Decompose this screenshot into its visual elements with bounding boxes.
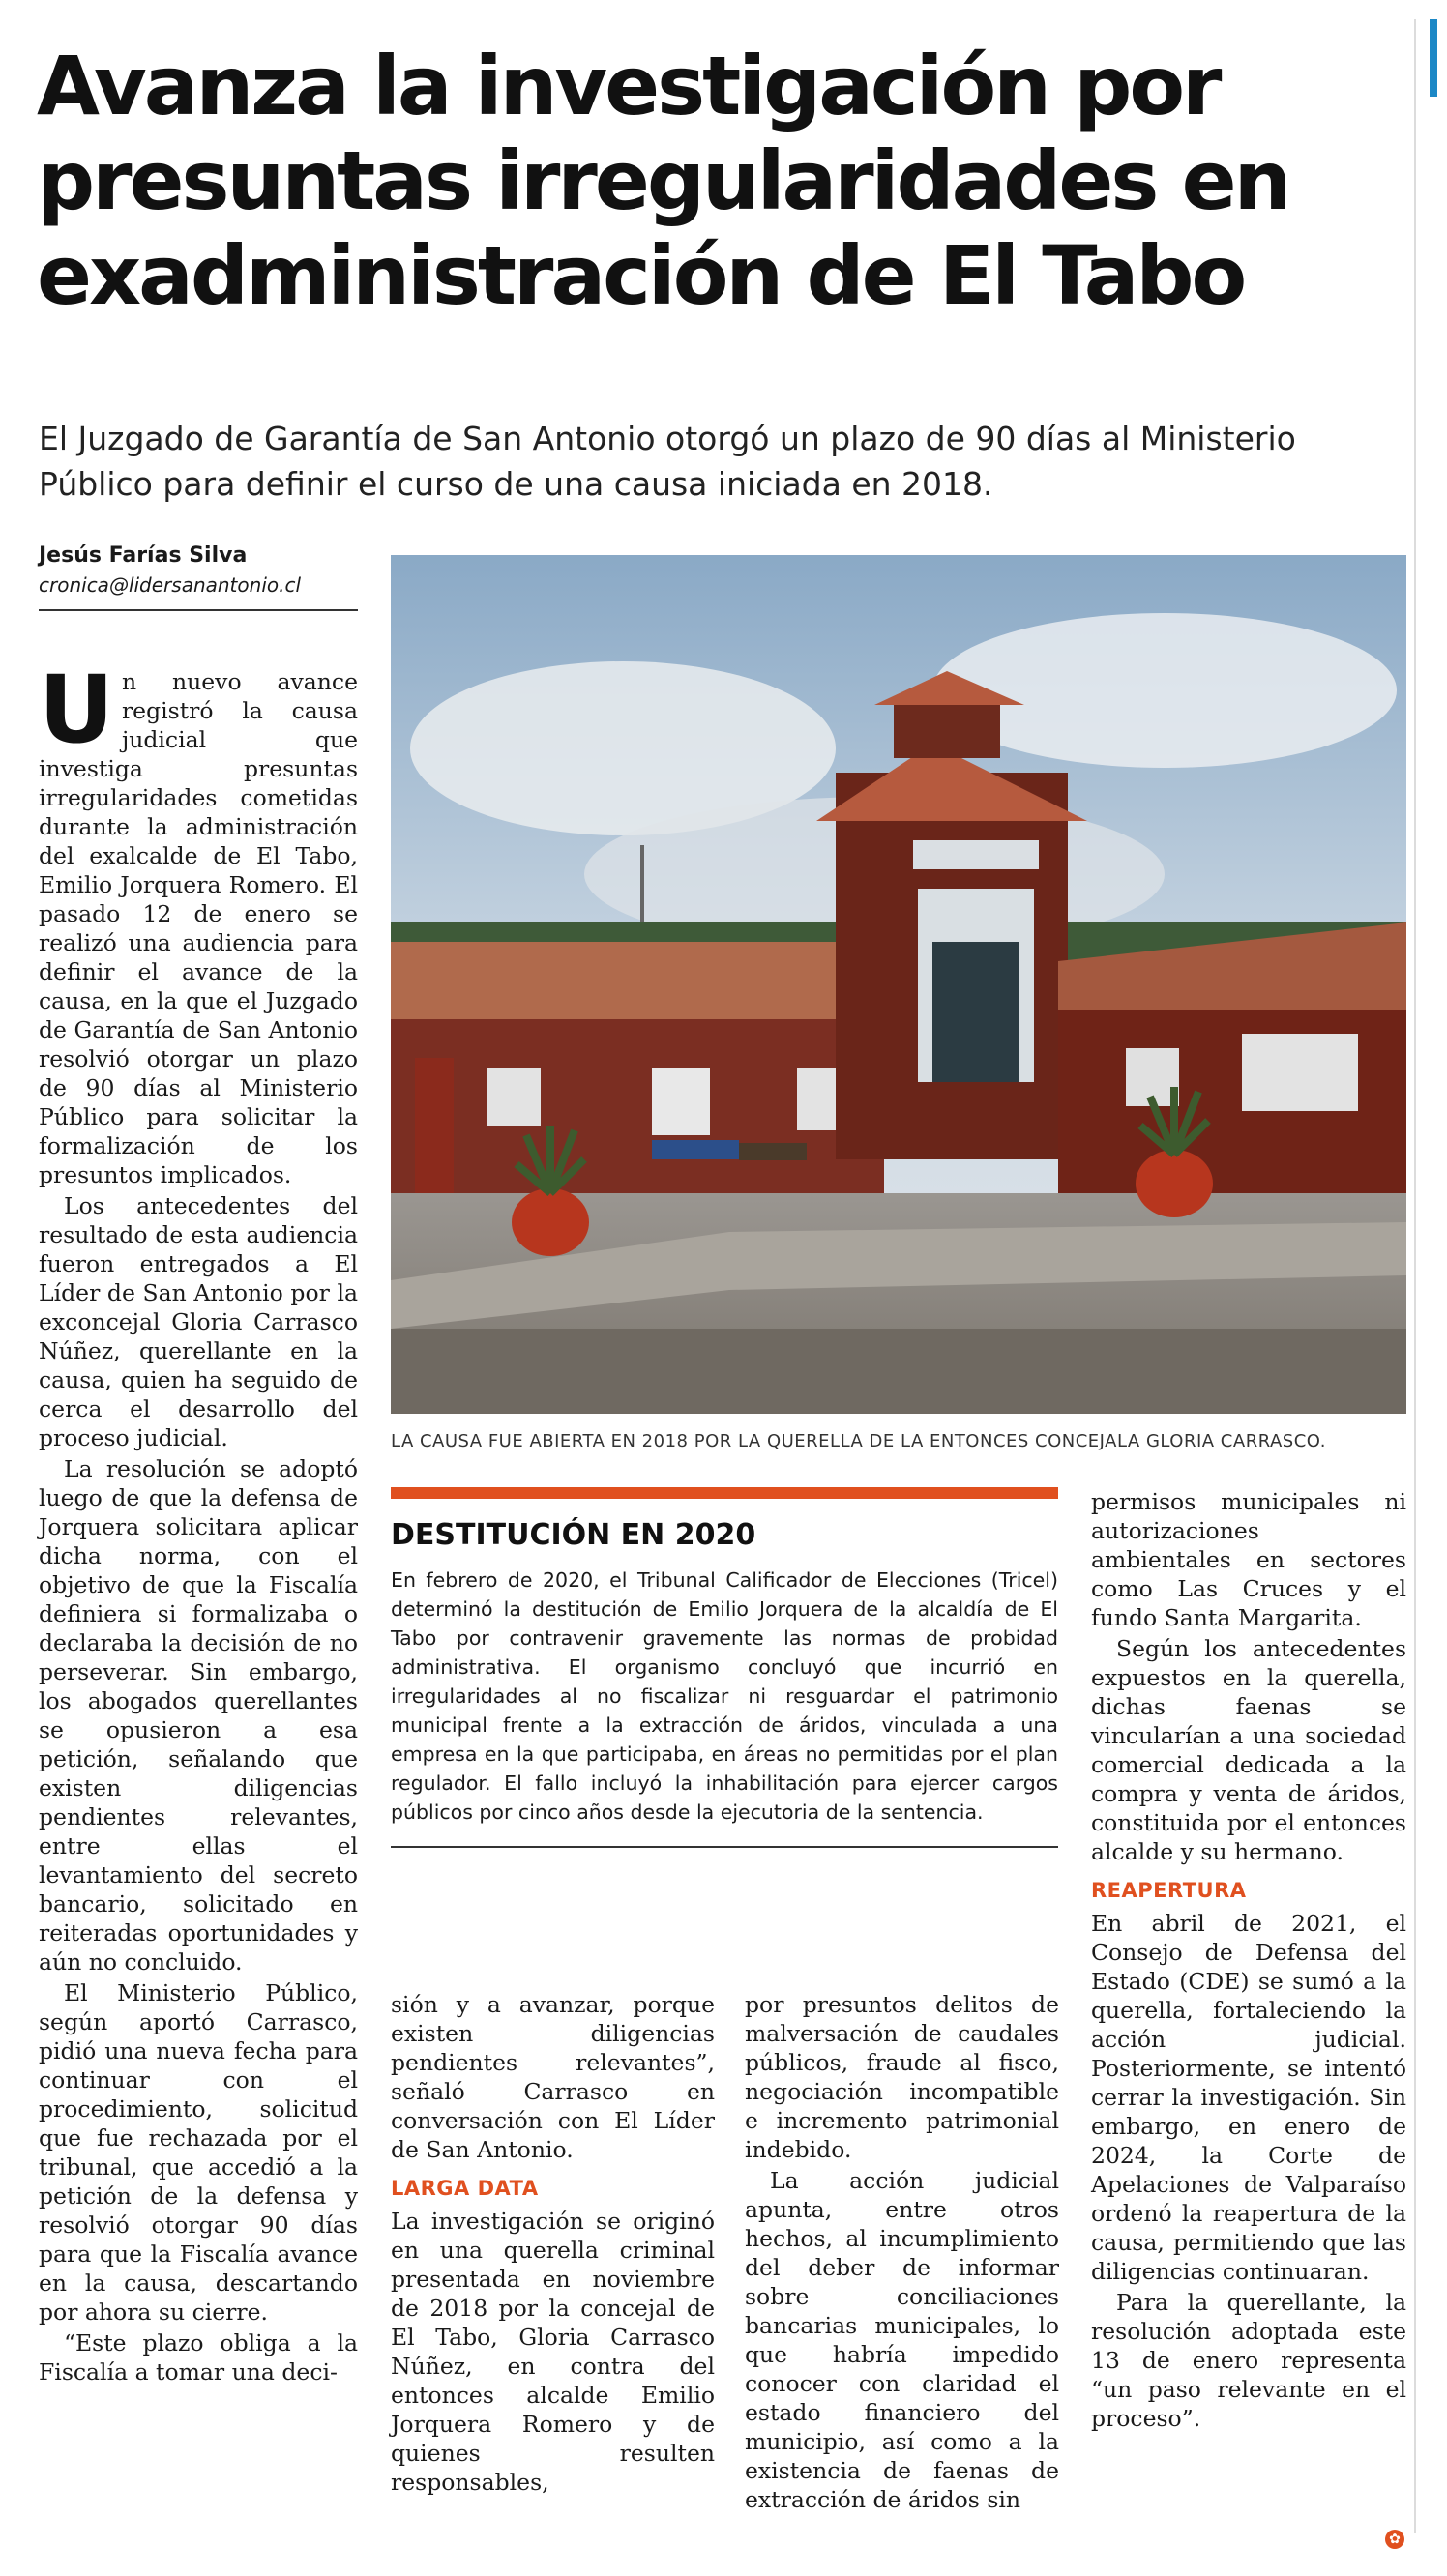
column-3 xyxy=(745,1990,1059,2516)
column-4 xyxy=(1091,1487,1406,2435)
headline: Avanza la investigación por presuntas irregularidades en exadministración de El Tabo xyxy=(37,39,1289,323)
deck: El Juzgado de Garantía de San Antonio otorgó un plazo de 90 días al Ministerio Público para definir el curso de una causa iniciada en 2018. xyxy=(39,420,1296,503)
paragraph: por presuntos delitos de malversación de caudales públicos, fraude al fisco, negociación incompatible e incremento patrimonial indebido. xyxy=(745,1991,1059,2163)
drop-cap: U xyxy=(39,656,114,764)
paragraph: sión y a avanzar, porque existen diligencias pendientes relevantes”, señaló Carrasco en conversación con El Líder de San Antonio. xyxy=(391,1991,715,2163)
paragraph: Según los antecedentes expuestos en la querella, dichas faenas se vincularían a una sociedad comercial dedicada a la compra y venta de áridos, constituida por el entonces alcalde y su hermano. xyxy=(1091,1635,1406,1865)
paragraph: La investigación se originó en una querella criminal presentada en noviembre de 2018 por la concejal de El Tabo, Gloria Carrasco Núñez, en contra del entonces alcalde Emilio Jorquera Romero y de quienes resulten responsables, xyxy=(391,2208,715,2496)
paragraph: permisos municipales ni autorizaciones ambientales en sectores como Las Cruces y el fundo Santa Margarita. xyxy=(1091,1488,1406,1631)
photo-municipal-building xyxy=(391,555,1406,1414)
paragraph: El Ministerio Público, según aportó Carrasco, pidió una nueva fecha para continuar con el procedimiento, solicitud que fue rechazada por el tribunal, que accedió a la petición de la defensa y resolvió otorgar 90 días para que la Fiscalía avance en la causa, descartando por ahora su cierre. xyxy=(39,1979,358,2326)
lead-paragraph xyxy=(39,656,358,1189)
column-1 xyxy=(39,656,358,2388)
paragraph: Para la querellante, la resolución adoptada este 13 de enero representa “un paso relevante en el proceso”. xyxy=(1091,2289,1406,2432)
paragraph: En abril de 2021, el Consejo de Defensa del Estado (CDE) se sumó a la querella, fortaleciendo la acción judicial. Posteriormente, se intentó cerrar la investigación. Sin embargo, en enero de 2024, la Corte de Apelaciones de Valparaíso ordenó la reapertura de la causa, permitiendo que las diligencias continuaran. xyxy=(1091,1910,1406,2285)
lead-text: n nuevo avance registró la causa judicial que investiga presuntas irregularidades cometidas durante la administración del exalcalde de El Tabo, Emilio Jorquera Romero. El pasado 12 de enero se realizó una audiencia para definir el avance de la causa, en la que el Juzgado de Garantía de San Antonio resolvió otorgar un plazo de 90 días al Ministerio Público para solicitar la formalización de los presuntos implicados. xyxy=(39,668,358,1188)
box-title: DESTITUCIÓN EN 2020 xyxy=(391,1518,756,1552)
paragraph: Los antecedentes del resultado de esta audiencia fueron entregados a El Líder de San Antonio por la exconcejal Gloria Carrasco Núñez, querellante en la causa, quien ha seguido de cerca el desarrollo del proceso judicial. xyxy=(39,1192,358,1451)
column-2 xyxy=(391,1990,715,2499)
subhead-reapertura: REAPERTURA xyxy=(1091,1879,1247,1902)
photo-caption: LA CAUSA FUE ABIERTA EN 2018 POR LA QUERELLA DE LA ENTONCES CONCEJALA GLORIA CARRASCO. xyxy=(391,1431,1326,1451)
box-text: En febrero de 2020, el Tribunal Calificador de Elecciones (Tricel) determinó la destitución de Emilio Jorquera de la alcaldía de El Tabo por contravenir gravemente las normas de probidad administrativa. El organismo concluyó que incurrió en irregularidades al no fiscalizar ni resguardar el patrimonio municipal frente a la extracción de áridos, vinculada a una empresa en la que participaba, en áreas no permitidas por el plan regulador. El fallo incluyó la inhabilitación para ejercer cargos públicos por cinco años desde la ejecutoria de la sentencia. xyxy=(391,1568,1058,1824)
sidebar-box xyxy=(391,1487,1058,1848)
byline-rule xyxy=(39,609,358,611)
adjacent-page-edge xyxy=(1410,0,1447,2576)
subhead-larga-data: LARGA DATA xyxy=(391,2177,539,2200)
paragraph: “Este plazo obliga a la Fiscalía a tomar una deci- xyxy=(39,2329,358,2386)
paragraph: La resolución se adoptó luego de que la defensa de Jorquera solicitara aplicar dicha norma, con el objetivo de que la Fiscalía definiera si formalizaba o declaraba la decisión de no perseverar. Sin embargo, los abogados querellantes se opusieron a esa petición, señalando que existen diligencias pendientes relevantes, entre ellas el levantamiento del secreto bancario, solicitado en reiteradas oportunidades y aún no concluido. xyxy=(39,1455,358,1976)
section-color-tab xyxy=(1430,19,1437,97)
page-divider xyxy=(1414,19,1416,2533)
paragraph: La acción judicial apunta, entre otros hechos, al incumplimiento del deber de informar sobre conciliaciones bancarias municipales, lo que habría impedido conocer con claridad el estado financiero del municipio, así como a la existencia de faenas de extracción de áridos sin xyxy=(745,2167,1059,2513)
end-of-article-icon: ✿ xyxy=(1385,2530,1404,2549)
box-bottom-rule xyxy=(391,1846,1058,1848)
author-email: cronica@lidersanantonio.cl xyxy=(39,573,302,597)
byline xyxy=(39,542,358,611)
author-name: Jesús Farías Silva xyxy=(39,543,248,568)
box-accent-bar xyxy=(391,1487,1058,1499)
